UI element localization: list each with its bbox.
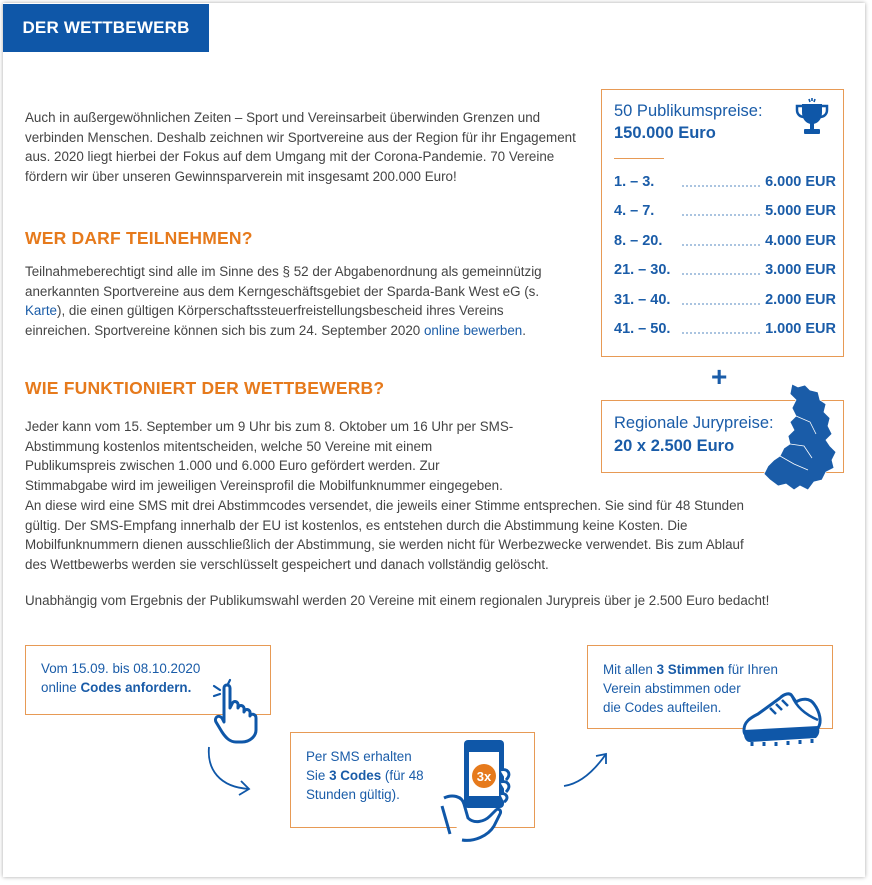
- prize-row: 41. – 50. 1.000 EUR: [614, 321, 836, 337]
- jury-prizes-title: Regionale Jurypreise:: [614, 414, 774, 432]
- step1-line1: Vom 15.09. bis 08.10.2020: [41, 661, 201, 676]
- how-it-works-text: Jeder kann vom 15. September um 9 Uhr bis zum 8. Oktober um 16 Uhr per SMS- Abstimmung kostenlos mitentscheiden, welche 50 Vereine mit einem Publikumspreis zwischen 1.000 und 6.000 Euro gefördert werden. Zur Stimmabgabe wird im jeweiligen Vereinsprofil die Mobilfunknummer eingegeben. An diese wird eine SMS mit drei Abstimmcodes versendet, die jeweils einer Stimme entsprechen. Sie sind für 48 Stunden gültig. Der SMS-Empfang innerhalb der EU ist kostenlos, es entstehen durch die Abstimmung keine Kosten. Die Mobilfunknummern dienen ausschließlich der Abstimmung, sie werden nicht für Werbezwecke verwendet. Bis zum Ablauf des Wettbewerbs werden sie verschlüsselt gespeichert und danach vollständig gelöscht.: [25, 419, 744, 572]
- pointing-hand-icon: [212, 680, 274, 744]
- arrow-icon: [562, 750, 612, 790]
- plus-sign: +: [711, 361, 728, 392]
- eligibility-text: Teilnahmeberechtigt sind alle im Sinne des § 52 der Abgabenordnung als gemeinnützig anerkannten Sportvereine aus dem Kerngeschäftsgebiet der Sparda-Bank West eG (s. Karte), die einen gültigen Körperschaftssteuerfreistellungsbescheid ihres Vereins einreichen. Sportvereine können sich bis zum 24. September 2020 online bewerben.: [25, 264, 542, 339]
- audience-prizes-sum: 150.000 Euro: [614, 124, 716, 142]
- step1-line2: online Codes anfordern.: [41, 680, 192, 695]
- intro-text: Auch in außergewöhnlichen Zeiten – Sport und Vereinsarbeit überwinden Grenzen und verbinden Menschen. Deshalb zeichnen wir Sportvereine aus der Region für ihr Engagement aus. 2020 liegt hierbei der Fokus auf dem Umgang mit der Corona-Pandemie. 70 Vereine fördern wir über unseren Gewinnsparverein mit insgesamt 200.000 Euro!: [25, 110, 576, 185]
- sport-shoe-icon: [740, 684, 824, 746]
- audience-prizes-title: 50 Publikumspreise:: [614, 102, 763, 120]
- arrow-icon: [205, 745, 255, 800]
- apply-online-link[interactable]: online bewerben: [423, 323, 523, 339]
- map-link[interactable]: Karte: [25, 303, 58, 319]
- jury-prizes-sum: 20 x 2.500 Euro: [614, 437, 735, 455]
- audience-prizes-box: [601, 89, 844, 357]
- divider: [614, 158, 664, 159]
- prize-row: 31. – 40. 2.000 EUR: [614, 292, 836, 308]
- prize-row: 21. – 30. 3.000 EUR: [614, 262, 836, 278]
- region-map-icon: [760, 382, 840, 494]
- heading-how-it-works: WIE FUNKTIONIERT DER WETTBEWERB?: [25, 378, 385, 398]
- step3-line1: Mit allen 3 Stimmen für Ihren: [603, 662, 778, 677]
- step2-line2: Sie 3 Codes (für 48: [306, 768, 424, 783]
- step2-line3: Stunden gültig).: [306, 787, 400, 802]
- step2-line1: Per SMS erhalten: [306, 749, 412, 764]
- codes-badge: 3x: [476, 769, 492, 784]
- prize-row: 8. – 20. 4.000 EUR: [614, 233, 836, 249]
- step3-line3: die Codes aufteilen.: [603, 700, 722, 715]
- prize-row: 1. – 3. 6.000 EUR: [614, 174, 836, 190]
- trophy-icon: [794, 98, 830, 138]
- jury-info-text: Unabhängig vom Ergebnis der Publikumswahl werden 20 Vereine mit einem regionalen Jurypreis über je 2.500 Euro bedacht!: [25, 593, 770, 608]
- phone-in-hand-icon: [440, 738, 524, 842]
- step3-line2: Verein abstimmen oder: [603, 681, 741, 696]
- section-title-tab: DER WETTBEWERB: [3, 4, 209, 52]
- heading-who-can-participate: WER DARF TEILNEHMEN?: [25, 228, 253, 248]
- prize-row: 4. – 7. 5.000 EUR: [614, 203, 836, 219]
